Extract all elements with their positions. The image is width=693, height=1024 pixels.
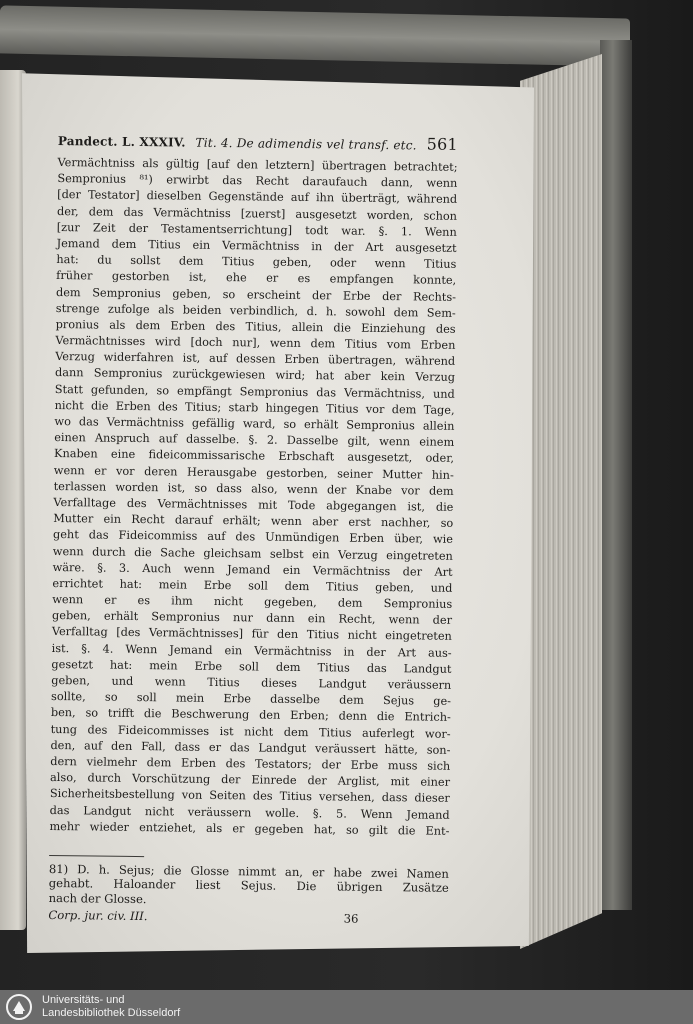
body-line: Verfalltag [des Vermächtnisses] für den Titius nicht eingetreten [51, 625, 452, 644]
body-line: [der Testator] dieselben Gegenstände auf ihn überträgt, während [57, 188, 458, 207]
body-line: [zur Zeit der Testamentserrichtung] todt war. §. 1. Wenn [56, 220, 457, 239]
body-line: Verzug widerfahren ist, auf dessen Erben übertragen, während [55, 350, 456, 369]
running-header [58, 130, 458, 154]
body-line: also, durch Vorschützung der Einrede der Arglist, mit einer [50, 771, 451, 789]
body-line: früher gestorben ist, ehe er es empfangen konnte, [56, 269, 457, 288]
body-line: Knaben eine fideicommissarische Erbschaft ausgesetzt, oder, [53, 447, 455, 466]
body-line: ben, so trifft die Beschwerung den Erben; denn die Entrich- [50, 706, 451, 725]
body-text [49, 155, 457, 840]
left-page-edge [0, 70, 26, 930]
footnote-line: nach der Glosse. [48, 890, 147, 907]
body-line: Mutter ein Recht darauf erhält; wenn aber erst nachher, so [53, 512, 454, 530]
body-line: sollte, so soll mein Erbe dasselbe dem Sejus ge- [50, 690, 452, 709]
body-line: dern vielmehr dem Erben des Testators; der Erbe muss sich [50, 754, 451, 773]
body-line: wenn durch die Sache gleichsam selbst ein Verzug eingetreten [52, 544, 453, 563]
body-line: den, auf den Fall, dass er das Landgut veräussert hätte, son- [50, 738, 451, 757]
body-line: ist. §. 4. Wenn Jemand ein Vermächtniss in der Art aus- [51, 641, 452, 660]
body-line: Vermächtnisses wird [doch nur], wenn dem Titius vom Erben [55, 334, 456, 352]
body-line: dann Sempronius zurückgewiesen wird; hat aber kein Verzug [54, 366, 456, 385]
body-line: hat: du sollst dem Titius geben, oder wenn Titius [56, 253, 457, 272]
page-text [48, 130, 458, 927]
header-title: Tit. 4. De adimendis vel transf. etc. [195, 135, 417, 153]
body-line: strenge zufolge als beiden verbindlich, d. h. sowohl dem Sem- [55, 301, 456, 320]
footnote-line: 81) D. h. Sejus; die Glosse nimmt an, er habe zwei Namen [48, 861, 450, 881]
book-cover-right [600, 40, 632, 910]
body-line: dem Sempronius geben, so erscheint der Erbe der Rechts- [55, 285, 457, 304]
library-name-line1: Universitäts- und [42, 994, 125, 1006]
footnote-rule [49, 855, 144, 857]
body-line: Sicherheitsbestellung von Seiten des Titius versehen, dass dieser [49, 787, 450, 806]
body-line: Statt gefunden, so empfängt Sempronius das Vermächtniss, und [54, 382, 455, 401]
library-logo-icon [6, 994, 32, 1020]
body-line: wäre. §. 3. Auch wenn Jemand ein Vermächtniss der Art [52, 560, 453, 579]
signature-volume: Corp. jur. civ. III. [48, 908, 148, 924]
body-line: mehr wieder entziehet, als er gegeben hat, so gilt die Ent- [49, 819, 450, 838]
body-line: der, dem das Vermächtniss [zuerst] ausgesetzt worden, schon [56, 204, 458, 223]
body-line: Vermächtniss als gültig [auf den letztern] übertragen betrachtet; [57, 155, 458, 174]
body-line: tung des Fideicommisses ist nicht dem Titius auferlegt wor- [50, 722, 451, 741]
body-line: geht das Fideicommiss auf des Unmündigen Erben über, wie [52, 528, 454, 547]
header-book: Pandect. L. XXXIV. [57, 133, 186, 150]
body-line: gesetzt hat: mein Erbe soll dem Titius das Landgut [51, 657, 452, 676]
body-line: wenn er vor deren Herausgabe gestorben, seiner Mutter hin- [53, 463, 454, 482]
body-line: wo das Vermächtniss gefällig ward, so erhält Sempronius allein [54, 414, 455, 433]
body-line: terlassen worden ist, so dass also, wenn der Knabe vor dem [53, 479, 454, 498]
body-line: das Landgut nicht veräussern wolle. §. 5. Wenn Jemand [49, 803, 450, 822]
body-line: Jemand dem Titius ein Vermächtniss in der Art ausgesetzt [56, 236, 457, 255]
body-line: Verfalltage des Vermächtnisses mit Tode abgegangen ist, die [53, 495, 454, 514]
library-footer [0, 990, 693, 1024]
body-line: geben, erhält Sempronius nur dann ein Recht, wenn der [51, 609, 453, 628]
body-line: nicht die Erben des Titius; starb hingegen Titius vor dem Tage, [54, 398, 455, 417]
footnote-line: gehabt. Haloander liest Sejus. Die übrigen Zusätze [48, 876, 449, 896]
library-name-line2: Landesbibliothek Düsseldorf [42, 1007, 181, 1019]
body-line: einen Anspruch auf dasselbe. §. 2. Dasselbe gilt, wenn einem [54, 431, 455, 450]
body-line: errichtet hat: mein Erbe soll dem Titius geben, und [52, 576, 453, 595]
body-line: wenn er es ihm nicht gegeben, dem Sempronius [52, 593, 453, 611]
footnote [49, 862, 450, 910]
body-line: Sempronius ⁸¹) erwirbt das Recht daraufauch dann, wenn [57, 172, 458, 191]
library-name [42, 994, 180, 1020]
page-number: 561 [426, 134, 458, 154]
body-line: geben, und wenn Titius dieses Landgut veräussern [51, 673, 452, 692]
body-line: pronius als dem Erben des Titius, allein die Einziehung des [55, 317, 456, 336]
signature-sheet: 36 [343, 911, 359, 927]
